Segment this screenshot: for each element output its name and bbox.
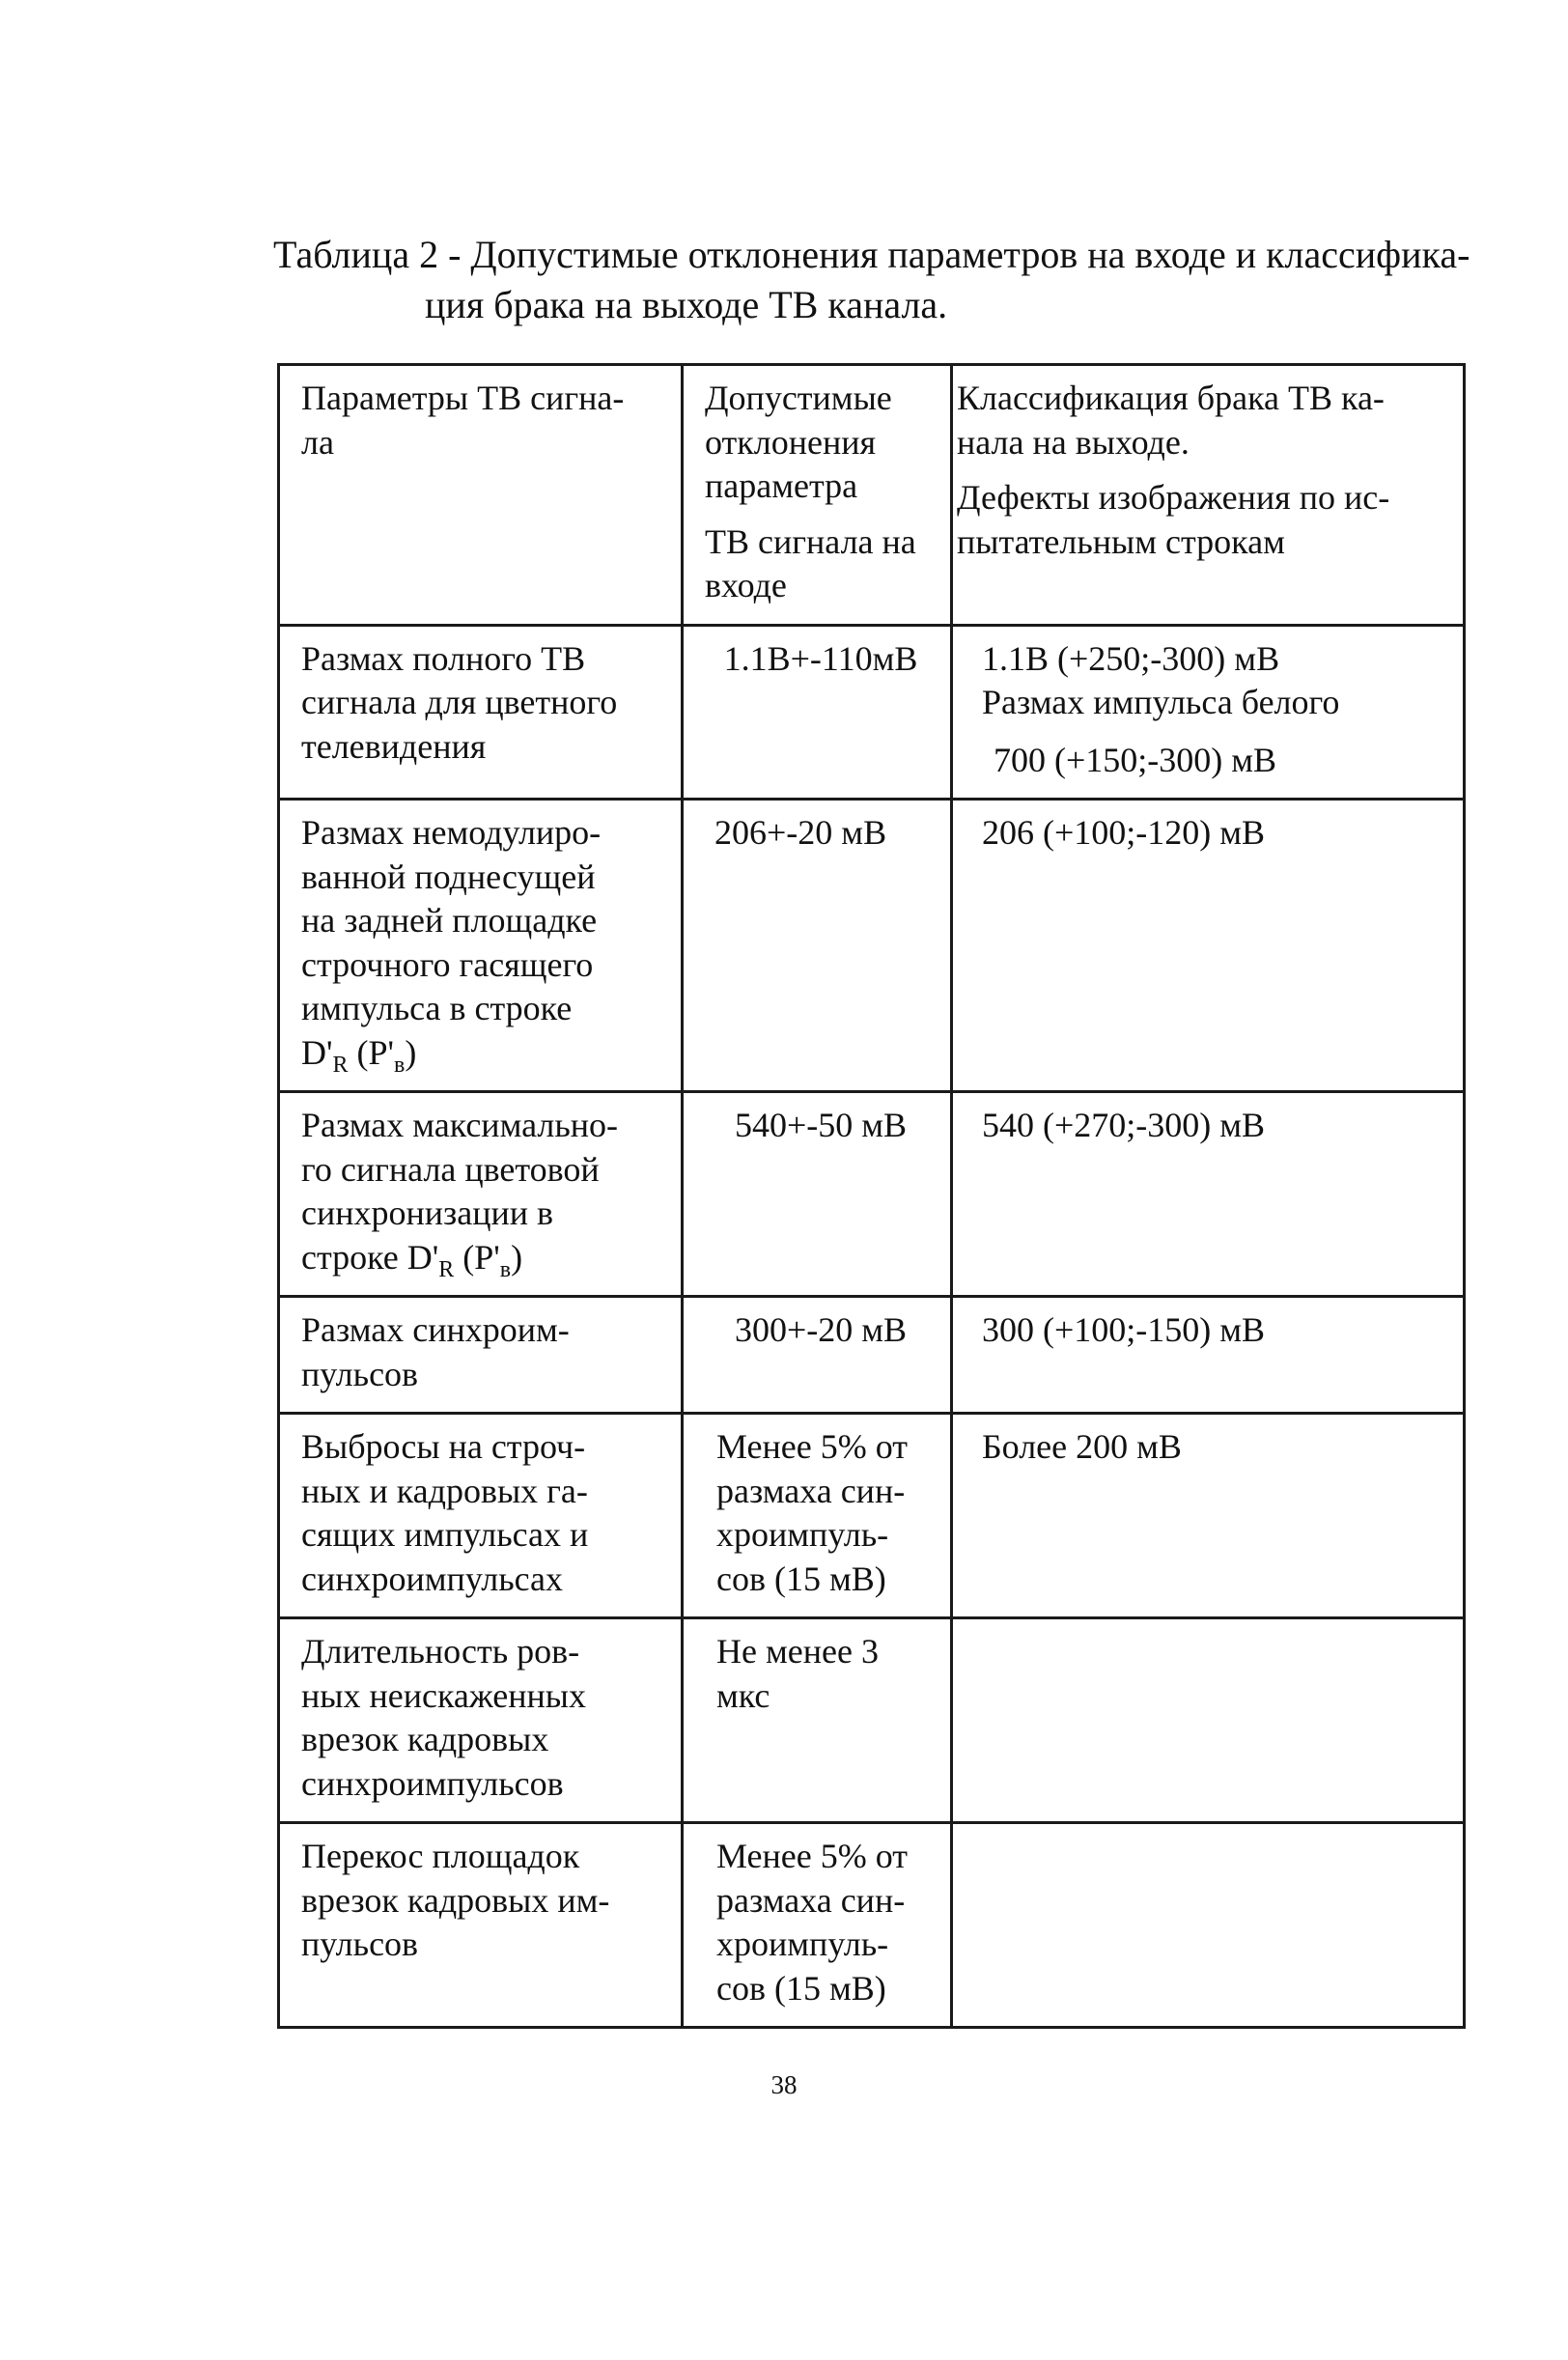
table-row bbox=[279, 1297, 1465, 1414]
param-cell-text: Размах максимально- го сигнала цветовой синхронизации в bbox=[301, 1106, 619, 1232]
input-cell: 206+-20 мВ bbox=[683, 800, 952, 1092]
output-cell: 540 (+270;-300) мВ bbox=[952, 1092, 1465, 1297]
symbol-p: (P' bbox=[348, 1032, 394, 1072]
parameters-table bbox=[277, 363, 1466, 2029]
header-output-classification-line-b: Дефекты изображения по ис- пытательным строкам bbox=[957, 478, 1390, 561]
header-output-classification bbox=[952, 365, 1465, 626]
table-caption bbox=[273, 230, 1470, 330]
param-cell: Длительность ров- ных неискаженных врезок кадровых синхроимпульсов bbox=[279, 1618, 683, 1823]
header-input-deviation-line-b: ТВ сигнала на входе bbox=[705, 521, 916, 604]
input-cell: Менее 5% от размаха син- хроимпуль- сов (15 мВ) bbox=[683, 1414, 952, 1618]
table-row bbox=[279, 1092, 1465, 1297]
symbol-close: ) bbox=[405, 1032, 417, 1072]
input-cell: 540+-50 мВ bbox=[683, 1092, 952, 1297]
output-cell bbox=[952, 1823, 1465, 2028]
param-cell-symbol bbox=[301, 1236, 667, 1280]
symbol-p: (P' bbox=[454, 1237, 500, 1277]
header-parameters: Параметры ТВ сигна- ла bbox=[279, 365, 683, 626]
table-row bbox=[279, 1618, 1465, 1823]
param-cell bbox=[279, 800, 683, 1092]
input-cell: Не менее 3 мкс bbox=[683, 1618, 952, 1823]
table-row bbox=[279, 1414, 1465, 1618]
param-cell: Перекос площадок врезок кадровых им- пульсов bbox=[279, 1823, 683, 2028]
output-cell bbox=[952, 1618, 1465, 1823]
symbol-close: ) bbox=[511, 1237, 523, 1277]
output-cell: 206 (+100;-120) мВ bbox=[952, 800, 1465, 1092]
table-row bbox=[279, 625, 1465, 800]
caption-line-2: ция брака на выходе ТВ канала. bbox=[425, 283, 948, 326]
param-cell bbox=[279, 1092, 683, 1297]
output-cell-line-a: 1.1В (+250;-300) мВ Размах импульса белого bbox=[982, 638, 1340, 721]
output-cell bbox=[952, 625, 1465, 800]
param-cell-text: Размах немодулиро- ванной поднесущей на задней площадке строчного гасящего импульса в строке bbox=[301, 813, 602, 1027]
table-header-row bbox=[279, 365, 1465, 626]
symbol-sub-v: в bbox=[394, 1052, 406, 1078]
caption-line-1: Таблица 2 - Допустимые отклонения параметров на входе и классифика- bbox=[273, 233, 1470, 276]
symbol-d: D' bbox=[406, 1237, 439, 1277]
output-cell: Более 200 мВ bbox=[952, 1414, 1465, 1618]
page-number: 38 bbox=[770, 2070, 798, 2099]
param-cell: Размах синхроим- пульсов bbox=[279, 1297, 683, 1414]
input-cell: 300+-20 мВ bbox=[683, 1297, 952, 1414]
header-input-deviation bbox=[683, 365, 952, 626]
input-cell: Менее 5% от размаха син- хроимпуль- сов (15 мВ) bbox=[683, 1823, 952, 2028]
param-cell: Выбросы на строч- ных и кадровых га- сящих импульсах и синхроимпульсах bbox=[279, 1414, 683, 1618]
symbol-d: D' bbox=[301, 1032, 333, 1072]
header-input-deviation-line-a: Допустимые отклонения параметра bbox=[705, 379, 892, 505]
symbol-sub-v: в bbox=[499, 1256, 512, 1282]
symbol-sub-r: R bbox=[438, 1256, 455, 1282]
param-cell: Размах полного ТВ сигнала для цветного телевидения bbox=[279, 625, 683, 800]
input-cell: 1.1В+-110мВ bbox=[683, 625, 952, 800]
table-row bbox=[279, 1823, 1465, 2028]
output-cell-line-b: 700 (+150;-300) мВ bbox=[994, 740, 1277, 779]
param-cell-symbol bbox=[301, 1031, 667, 1076]
output-cell: 300 (+100;-150) мВ bbox=[952, 1297, 1465, 1414]
symbol-prefix: строке bbox=[301, 1237, 407, 1277]
header-output-classification-line-a: Классификация брака ТВ ка- нала на выходе. bbox=[957, 379, 1385, 462]
table-row bbox=[279, 800, 1465, 1092]
symbol-sub-r: R bbox=[332, 1052, 349, 1078]
